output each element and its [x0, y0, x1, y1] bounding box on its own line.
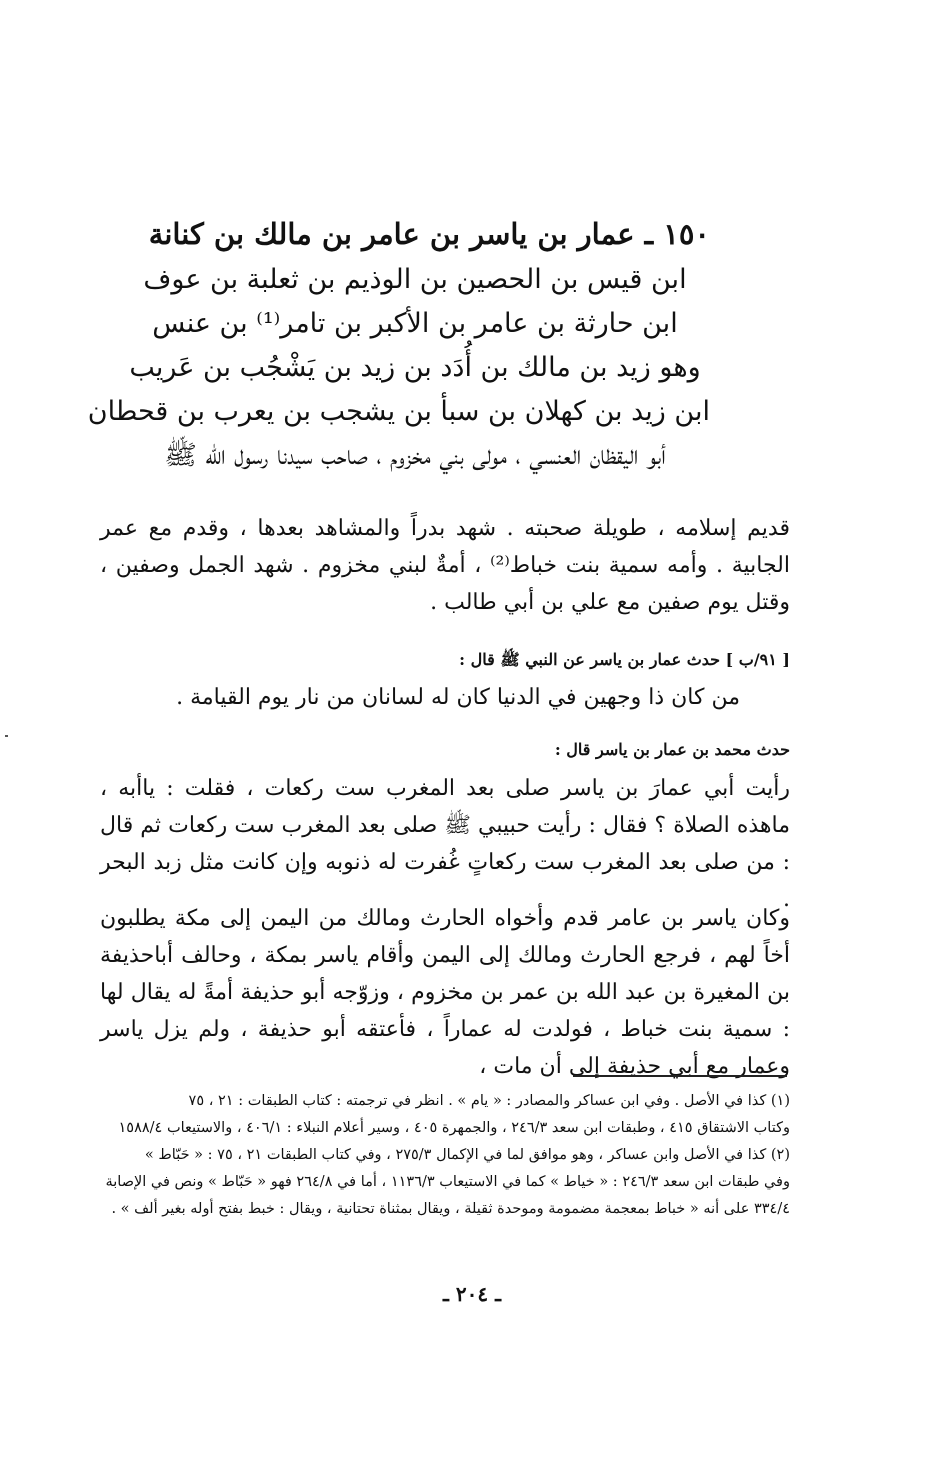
footnote-separator — [573, 1075, 787, 1077]
isnad-line: [ ٩١/ب ] حدث عمار بن ياسر عن النبي ﷺ قال : — [459, 650, 790, 669]
lineage-block — [87, 258, 710, 478]
footnote-line: وكتاب الاشتقاق ٤١٥ ، وطبقات ابن سعد ٢٤٦/٣ ، والجمهرة ٤٠٥ ، وسير أعلام النبلاء : ٤٠٦/١ ، والاستيعاب ١٥٨٨/٤ — [118, 1120, 790, 1136]
entry-heading: ١٥٠ ـ عمار بن ياسر بن عامر بن مالك بن كنانة — [148, 217, 710, 251]
footnotes — [100, 1088, 790, 1223]
footnote-line: (١) كذا في الأصل . وفي ابن عساكر والمصادر : « يام » . انظر في ترجمته : كتاب الطبقات : ٢١ ، ٧٥ — [188, 1093, 790, 1109]
biography-paragraph: قديم إسلامه ، طويلة صحبته . شهد بدراً والمشاهد بعدها ، وقدم مع عمر الجابية . وأمه سمية بنت خباط⁽²⁾ ، أمةٌ لبني مخزوم . شهد الجمل وصفين ، وقتل يوم صفين مع علي بن أبي طالب . — [100, 516, 790, 615]
scan-speck — [5, 735, 8, 737]
hadith-text: من كان ذا وجهين في الدنيا كان له لسانان من نار يوم القيامة . — [176, 685, 740, 710]
footnote-line: ٣٣٤/٤ على أنه « خباط بمعجمة مضمومة وموحدة ثقيلة ، ويقال بمثناة تحتانية ، ويقال : خبط بفتح أوله بغير ألف » . — [111, 1201, 790, 1217]
lineage-line: وهو زيد بن مالك بن أُدَد بن زيد بن يَشْجُب بن عَريب — [129, 352, 701, 383]
hadith-paragraph: رأيت أبي عمارَ بن ياسر صلى بعد المغرب ست ركعات ، فقلت : ياأبه ، ماهذه الصلاة ؟ فقال : رأيت حبيبي ﷺ صلى بعد المغرب ست ركعات ثم قال : من صلى بعد المغرب ست ركعاتٍ غُفرت له ذنوبه وإن كانت مثل زبد البحر . — [100, 776, 790, 912]
lineage-line: ابن قيس بن الحصين بن الوذيم بن ثعلبة بن عوف — [143, 264, 687, 295]
lineage-line: أبو اليقظان العنسي ، مولى بني مخزوم ، صاحب سيدنا رسول الله ﷺ — [164, 440, 666, 471]
page-number: ـ ٢٠٤ ـ — [443, 1282, 501, 1306]
isnad-line: حدث محمد بن عمار بن ياسر قال : — [554, 740, 790, 759]
narrative-paragraph: وكان ياسر بن عامر قدم وأخواه الحارث ومالك من اليمن إلى مكة يطلبون أخاً لهم ، فرجع الحارث ومالك إلى اليمن وأقام ياسر بمكة ، وحالف أباحذيفة بن المغيرة بن عبد الله بن عمر بن مخزوم ، وزوّجه أبو حذيفة أمةً له يقال لها : سمية بنت خباط ، فولدت له عماراً ، فأعتقه أبو حذيفة ، ولم يزل ياسر وعمار مع أبي حذيفة إلى أن مات ، — [100, 906, 790, 1079]
lineage-line: ابن زيد بن كهلان بن سبأ بن يشجب بن يعرب بن قحطان — [87, 396, 710, 427]
lineage-line: ابن حارثة بن عامر بن الأكبر بن تامر⁽¹⁾ بن عنس — [152, 308, 678, 339]
footnote-line: وفي طبقات ابن سعد ٢٤٦/٣ : « خياط » كما في الاستيعاب ١١٣٦/٣ ، أما في ٢٦٤/٨ فهو « حَبّاط » ونص في الإصابة — [105, 1174, 790, 1190]
footnote-line: (٢) كذا في الأصل وابن عساكر ، وهو موافق لما في الإكمال ٢٧٥/٣ ، وفي كتاب الطبقات ٢١ ، ٧٥ : « حَبّاط » — [144, 1147, 790, 1163]
